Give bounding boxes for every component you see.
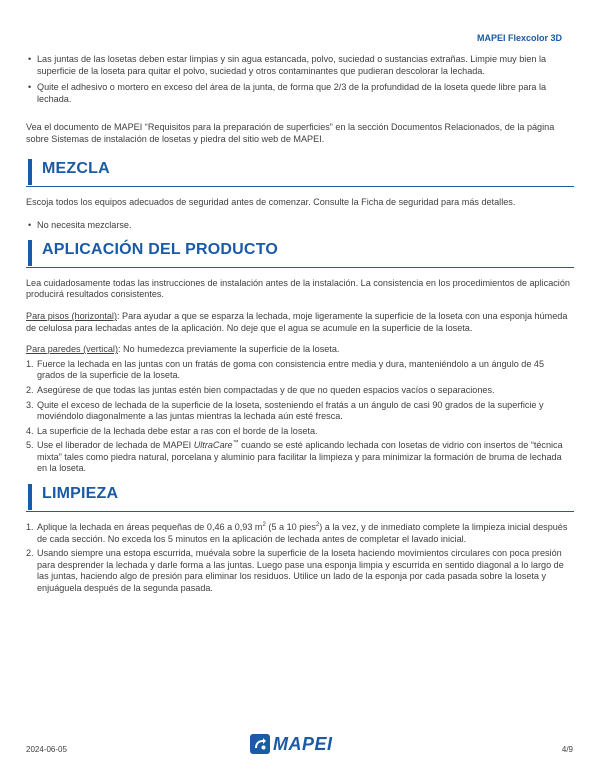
walls-text: : No humedezca previamente la superficie de la loseta. bbox=[118, 344, 340, 355]
list-item: 1. Aplique la lechada en áreas pequeñas de 0,46 a 0,93 $m^2$ (5 a 10 pies$^2$) a la vez, y de inmediato complete la limpieza inicial después de cada sección. No exceda los 5 minutos en la aplicación de lechada antes de completar el lavado inicial. bbox=[26, 522, 568, 544]
list-item: • Las juntas de las losetas deben estar limpias y sin agua estancada, polvo, suciedad o sustancias extrañas. Limpie muy bien la superficie de la loseta para quitar el polvo, suciedad y otros contaminantes que pudieran descolorar la lechada. bbox=[26, 54, 574, 77]
list-item: 4. La superficie de la lechada debe estar a ras con el borde de la loseta. bbox=[26, 425, 318, 436]
mapei-logo bbox=[250, 731, 333, 757]
section-header-aplicacion bbox=[26, 237, 574, 268]
section-header-limpieza bbox=[26, 481, 574, 512]
content bbox=[26, 54, 574, 598]
logo-text: MAPEI bbox=[273, 733, 333, 754]
section-accent-bar bbox=[28, 484, 32, 510]
aplicacion-intro: Lea cuidadosamente todas las instrucciones de instalación antes de la instalación. La consistencia en los procedimientos de aplicación producirá resultados consistentes. bbox=[26, 277, 570, 300]
page-number: 4/9 bbox=[561, 745, 573, 754]
section-title: LIMPIEZA bbox=[42, 485, 119, 503]
walls-label: Para paredes (vertical) bbox=[26, 344, 118, 355]
mezcla-bullet-list bbox=[26, 220, 574, 232]
prep-bullet-list bbox=[26, 54, 574, 105]
walls-paragraph bbox=[26, 344, 574, 356]
section-header-mezcla bbox=[26, 156, 574, 187]
document-title: MAPEI Flexcolor 3D bbox=[476, 33, 562, 43]
list-item: • Quite el adhesivo o mortero en exceso del área de la junta, de forma que 2/3 de la profundidad de la loseta quede libre para la lechada. bbox=[26, 82, 574, 105]
mezcla-intro: Escoja todos los equipos adecuados de seguridad antes de comenzar. Consulte la Ficha de seguridad para más detalles. bbox=[26, 196, 516, 207]
application-steps bbox=[26, 359, 574, 475]
footer-date: 2024-06-05 bbox=[26, 745, 67, 754]
list-item: 5. Use el liberador de lechada de MAPEI UltraCare™ cuando se esté aplicando lechada con losetas de vidrio con insertos de “técnica mixta” tales como piedra natural, porcelana y aluminio para facilitar la limpieza y para minimizar la formación de bruma de lechada en la loseta. bbox=[26, 440, 563, 474]
prep-note: Vea el documento de MAPEI “Requisitos para la preparación de superficies” en la sección Documentos Relacionados, de la página sobre Sistemas de instalación de losetas y piedra del sitio web de MAPEI. bbox=[26, 122, 555, 144]
section-accent-bar bbox=[28, 240, 32, 266]
cleaning-steps bbox=[26, 522, 574, 595]
floors-paragraph bbox=[26, 311, 574, 334]
floors-label: Para pisos (horizontal) bbox=[26, 310, 117, 321]
section-title: MEZCLA bbox=[42, 159, 110, 177]
list-item: 2. Usando siempre una estopa escurrida, muévala sobre la superficie de la loseta haciendo movimientos circulares con poca presión para desprender la lechada y darle forma a las juntas. Luego pase una esponja limpia y escurrida en sentido diagonal a lo largo de las juntas, haciendo algo de presión para eliminar los residuos. Utilice un lado de la esponja por cada pasada sobre la loseta y enjuáguela después de la segunda pasada. bbox=[26, 548, 564, 594]
list-item: 1. Fuerce la lechada en las juntas con un fratás de goma con consistencia entre media y dura, manteniéndolo a un ángulo de 45 grados de la superficie de la loseta. bbox=[26, 358, 545, 381]
floors-text: : Para ayudar a que se esparza la lechada, moje ligeramente la superficie de la loseta con una esponja húmeda de celulosa para lechadas antes de la aplicación. No deje que el agua se acumule en la superficie de la loseta. bbox=[26, 310, 568, 333]
list-item: 2. Asegúrese de que todas las juntas estén bien compactadas y de que no queden espacios vacíos o separaciones. bbox=[26, 384, 495, 395]
list-item: 3. Quite el exceso de lechada de la superficie de la loseta, sosteniendo el fratás a un ángulo de casi 90 grados de la superficie y moviéndolo diagonalmente a las juntas mientras la lechada aún esté fresca. bbox=[26, 399, 544, 422]
section-title: APLICACIÓN DEL PRODUCTO bbox=[42, 240, 279, 258]
section-accent-bar bbox=[28, 159, 32, 185]
mapei-logo-icon bbox=[250, 734, 270, 754]
list-item: • No necesita mezclarse. bbox=[26, 220, 574, 232]
product-name: UltraCare bbox=[193, 440, 233, 451]
